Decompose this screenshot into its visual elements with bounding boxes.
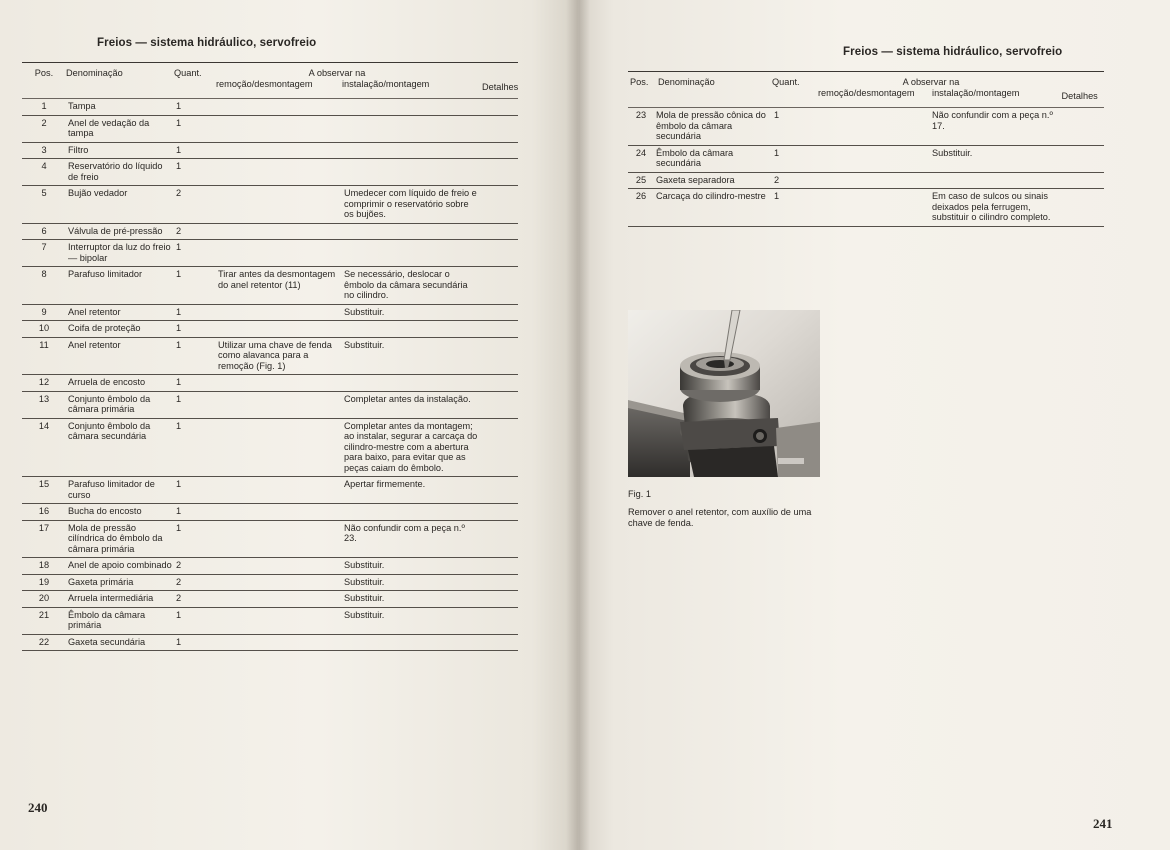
row-removal [216, 240, 342, 267]
row-name: Gaxeta secundária [66, 634, 174, 651]
row-details [1060, 145, 1104, 172]
row-removal [216, 375, 342, 392]
row-pos: 23 [628, 108, 654, 146]
table-row [628, 189, 1104, 227]
figure-1-photo [628, 310, 820, 477]
row-name: Bujão vedador [66, 186, 174, 224]
table-row [22, 223, 518, 240]
row-name: Reservatório do líquido de freio [66, 159, 174, 186]
row-qty: 1 [174, 321, 216, 338]
row-qty: 2 [174, 574, 216, 591]
figure-caption-text: Remover o anel retentor, com auxílio de uma chave de fenda. [628, 507, 812, 528]
row-removal [818, 172, 930, 189]
row-name: Carcaça do cilindro-mestre [654, 189, 772, 227]
row-pos: 3 [22, 142, 66, 159]
col-qty: Quant. [772, 72, 818, 108]
col-name: Denominação [654, 72, 772, 108]
row-removal: Utilizar uma chave de fenda como alavanca para a remoção (Fig. 1) [216, 337, 342, 375]
row-details [482, 115, 518, 142]
row-removal [216, 558, 342, 575]
row-removal [216, 634, 342, 651]
table-row [22, 634, 518, 651]
row-install: Substituir. [342, 304, 482, 321]
row-removal [216, 520, 342, 558]
row-name: Parafuso limitador de curso [66, 477, 174, 504]
row-removal [216, 504, 342, 521]
row-install: Não confundir com a peça n.º 17. [930, 108, 1060, 146]
table-row [22, 115, 518, 142]
row-install: Substituir. [342, 337, 482, 375]
col-install: instalação/montagem [932, 87, 1020, 98]
col-pos: Pos. [22, 63, 66, 99]
row-qty: 1 [174, 337, 216, 375]
row-pos: 12 [22, 375, 66, 392]
col-qty: Quant. [174, 63, 216, 99]
row-install: Substituir. [342, 574, 482, 591]
row-install: Apertar firmemente. [342, 477, 482, 504]
row-pos: 2 [22, 115, 66, 142]
figure-label: Fig. 1 [628, 489, 651, 499]
table-row [22, 321, 518, 338]
row-qty: 1 [174, 267, 216, 305]
row-removal [818, 145, 930, 172]
row-install: Em caso de sulcos ou sinais deixados pela ferrugem, substituir o cilindro completo. [930, 189, 1060, 227]
table-row [22, 477, 518, 504]
row-name: Gaxeta primária [66, 574, 174, 591]
table-row [22, 159, 518, 186]
row-details [482, 337, 518, 375]
row-details [1060, 189, 1104, 227]
col-removal: remoção/desmontagem [216, 78, 313, 89]
row-pos: 13 [22, 391, 66, 418]
row-pos: 24 [628, 145, 654, 172]
row-details [482, 591, 518, 608]
row-pos: 19 [22, 574, 66, 591]
table-row [22, 574, 518, 591]
row-qty: 1 [174, 504, 216, 521]
row-removal: Tirar antes da desmontagem do anel retentor (11) [216, 267, 342, 305]
row-qty: 1 [174, 159, 216, 186]
row-removal [818, 108, 930, 146]
row-removal [216, 418, 342, 477]
row-pos: 17 [22, 520, 66, 558]
row-pos: 10 [22, 321, 66, 338]
row-removal [216, 223, 342, 240]
left-page [0, 0, 578, 850]
table-row [22, 418, 518, 477]
row-pos: 11 [22, 337, 66, 375]
row-qty: 1 [174, 418, 216, 477]
row-details [482, 223, 518, 240]
row-qty: 2 [174, 558, 216, 575]
parts-table-right [628, 71, 1104, 227]
row-name: Coifa de proteção [66, 321, 174, 338]
row-qty: 1 [174, 634, 216, 651]
row-qty: 2 [174, 223, 216, 240]
row-pos: 22 [22, 634, 66, 651]
row-pos: 6 [22, 223, 66, 240]
row-install: Não confundir com a peça n.º 23. [342, 520, 482, 558]
figure-1-caption [628, 489, 828, 529]
row-details [482, 186, 518, 224]
row-details [482, 321, 518, 338]
row-install [342, 115, 482, 142]
row-qty: 1 [174, 240, 216, 267]
row-qty: 1 [174, 142, 216, 159]
row-install: Se necessário, deslocar o êmbolo da câmara secundária no cilindro. [342, 267, 482, 305]
row-pos: 5 [22, 186, 66, 224]
row-name: Gaxeta separadora [654, 172, 772, 189]
table-row [628, 108, 1104, 146]
table-row [22, 337, 518, 375]
col-install: instalação/montagem [342, 78, 430, 89]
table-header-row [22, 63, 518, 99]
row-details [482, 267, 518, 305]
row-install [930, 172, 1060, 189]
row-install: Completar antes da montagem; ao instalar, segurar a carcaça do cilindro-mestre com a abertura para baixo, para evitar que as peças caiam do êmbolo. [342, 418, 482, 477]
row-details [482, 99, 518, 116]
row-pos: 15 [22, 477, 66, 504]
row-install [342, 99, 482, 116]
table-row [628, 145, 1104, 172]
row-name: Anel de vedação da tampa [66, 115, 174, 142]
row-qty: 2 [174, 186, 216, 224]
row-details [482, 391, 518, 418]
table-row [22, 304, 518, 321]
row-name: Parafuso limitador [66, 267, 174, 305]
table-row [22, 391, 518, 418]
row-name: Arruela intermediária [66, 591, 174, 608]
row-install: Substituir. [342, 591, 482, 608]
row-qty: 2 [772, 172, 818, 189]
row-details [482, 504, 518, 521]
row-pos: 8 [22, 267, 66, 305]
row-details [482, 304, 518, 321]
row-name: Arruela de encosto [66, 375, 174, 392]
table-row [22, 591, 518, 608]
row-details [482, 240, 518, 267]
row-install [342, 321, 482, 338]
row-qty: 1 [772, 189, 818, 227]
row-name: Anel retentor [66, 304, 174, 321]
row-pos: 14 [22, 418, 66, 477]
row-pos: 18 [22, 558, 66, 575]
row-qty: 1 [174, 375, 216, 392]
row-qty: 1 [174, 520, 216, 558]
row-removal [216, 142, 342, 159]
row-name: Anel retentor [66, 337, 174, 375]
col-pos: Pos. [628, 72, 654, 108]
row-details [482, 634, 518, 651]
row-name: Filtro [66, 142, 174, 159]
col-details: Detalhes [482, 81, 519, 92]
row-pos: 26 [628, 189, 654, 227]
row-install [342, 375, 482, 392]
row-removal [216, 477, 342, 504]
row-pos: 1 [22, 99, 66, 116]
table-row [22, 375, 518, 392]
col-removal: remoção/desmontagem [818, 87, 915, 98]
row-removal [216, 391, 342, 418]
row-install [342, 240, 482, 267]
table-header-row [628, 72, 1104, 108]
table-row [22, 99, 518, 116]
row-name: Conjunto êmbolo da câmara primária [66, 391, 174, 418]
row-name: Anel de apoio combinado [66, 558, 174, 575]
row-name: Bucha do encosto [66, 504, 174, 521]
row-name: Mola de pressão cilíndrica do êmbolo da câmara primária [66, 520, 174, 558]
row-removal [216, 574, 342, 591]
row-removal [818, 189, 930, 227]
row-install: Substituir. [342, 558, 482, 575]
row-qty: 2 [174, 591, 216, 608]
col-name: Denominação [66, 63, 174, 99]
row-name: Interruptor da luz do freio — bipolar [66, 240, 174, 267]
row-details [482, 142, 518, 159]
row-qty: 1 [174, 477, 216, 504]
row-removal [216, 115, 342, 142]
table-row [22, 267, 518, 305]
row-removal [216, 591, 342, 608]
row-qty: 1 [174, 607, 216, 634]
row-details [1060, 172, 1104, 189]
page-number-left: 240 [28, 800, 48, 815]
row-pos: 7 [22, 240, 66, 267]
row-details [1060, 108, 1104, 146]
row-install: Substituir. [930, 145, 1060, 172]
col-observe: A observar na remoção/desmontagem instalação/montagem Detalhes [216, 63, 518, 99]
col-observe: A observar na remoção/desmontagem instalação/montagem Detalhes [818, 72, 1104, 108]
row-pos: 16 [22, 504, 66, 521]
row-details [482, 159, 518, 186]
parts-table-right-body [628, 108, 1104, 227]
row-install [342, 142, 482, 159]
table-row [22, 186, 518, 224]
row-qty: 1 [772, 145, 818, 172]
parts-table-left [22, 62, 518, 651]
table-row [628, 172, 1104, 189]
row-pos: 25 [628, 172, 654, 189]
row-details [482, 558, 518, 575]
table-row [22, 240, 518, 267]
row-details [482, 520, 518, 558]
col-details: Detalhes [1061, 90, 1098, 101]
table-row [22, 520, 518, 558]
running-title-left: Freios — sistema hidráulico, servofreio [97, 37, 317, 49]
row-install: Completar antes da instalação. [342, 391, 482, 418]
row-pos: 20 [22, 591, 66, 608]
row-removal [216, 99, 342, 116]
row-details [482, 477, 518, 504]
row-qty: 1 [174, 99, 216, 116]
row-removal [216, 159, 342, 186]
row-removal [216, 186, 342, 224]
row-install [342, 634, 482, 651]
page-number-right: 241 [1093, 816, 1113, 831]
table-row [22, 607, 518, 634]
row-pos: 21 [22, 607, 66, 634]
row-pos: 9 [22, 304, 66, 321]
row-qty: 1 [174, 115, 216, 142]
row-name: Válvula de pré-pressão [66, 223, 174, 240]
row-name: Conjunto êmbolo da câmara secundária [66, 418, 174, 477]
row-details [482, 607, 518, 634]
row-details [482, 375, 518, 392]
row-name: Êmbolo da câmara secundária [654, 145, 772, 172]
parts-table-left-body [22, 99, 518, 651]
row-install [342, 504, 482, 521]
row-install [342, 223, 482, 240]
row-qty: 1 [772, 108, 818, 146]
master-cylinder-photo-illustration [628, 310, 820, 477]
row-name: Mola de pressão cônica do êmbolo da câmara secundária [654, 108, 772, 146]
row-removal [216, 304, 342, 321]
running-title-right: Freios — sistema hidráulico, servofreio [843, 46, 1063, 58]
table-row [22, 504, 518, 521]
row-details [482, 574, 518, 591]
table-row [22, 558, 518, 575]
row-removal [216, 321, 342, 338]
table-row [22, 142, 518, 159]
row-install: Umedecer com líquido de freio e comprimir o reservatório sobre os bujões. [342, 186, 482, 224]
row-install [342, 159, 482, 186]
row-details [482, 418, 518, 477]
row-name: Tampa [66, 99, 174, 116]
row-qty: 1 [174, 304, 216, 321]
row-removal [216, 607, 342, 634]
row-install: Substituir. [342, 607, 482, 634]
row-pos: 4 [22, 159, 66, 186]
row-name: Êmbolo da câmara primária [66, 607, 174, 634]
row-qty: 1 [174, 391, 216, 418]
